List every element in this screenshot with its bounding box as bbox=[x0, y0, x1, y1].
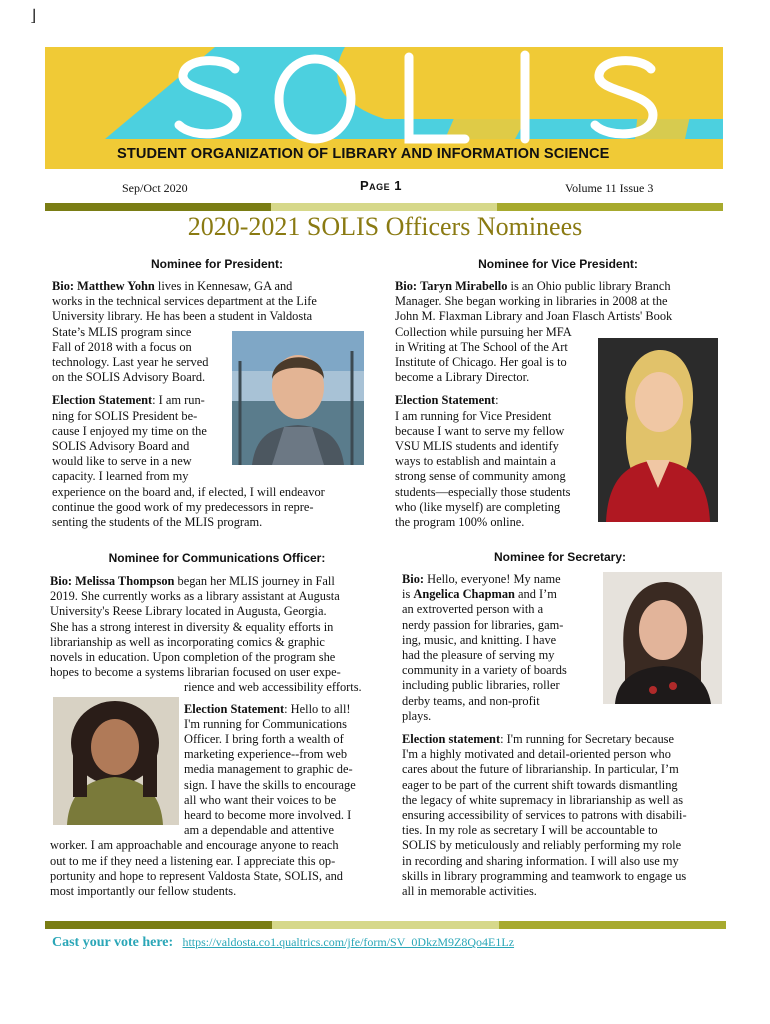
bottom-divider bbox=[45, 921, 726, 929]
communications-section: Bio: Melissa Thompson began her MLIS journey in Fall 2019. She currently works as a library assistant at Augusta University's Reese Library located in Augusta, Georgia. She has a strong interest in diversity & equality efforts in librarianship as well as incorporating comics & graphic novels in education. Upon completion of the program she hopes to become a systems librarian focused on user expe- rience and web accessibility efforts. Election Statement: Hello to all! I'm running for Communications Officer. I bring forth a wealth of marketing experience--from web media management to graphic de- sign. I have the skills to encourage all who want their voices to be heard to become more involved. I am a dependable and attentive worker. I am approachable and encourage anyone to reach out to me if they need a listening ear. I appreciate this op- portunity and hope to represent Valdosta State, SOLIS, and most importantly our fellow students. bbox=[50, 574, 362, 899]
president-section: Bio: Matthew Yohn lives in Kennesaw, GA and works in the technical services department at the Life University library. He has been a student in Valdosta State’s MLIS program since Fall of 2018 with a focus on technology. Last year he served on the SOLIS Advisory Board. Election Statement: I am run- ning for SOLIS President be- cause I enjoyed my time on the SOLIS Advisory Board and would like to serve in a new capacity. I learned from my experience on the board and, if elected, I will endeavor continue the good work of my predecessors in repre- senting the students of the MLIS program. bbox=[52, 279, 325, 530]
vice-president-heading: Nominee for Vice President: bbox=[478, 257, 638, 271]
communications-heading: Nominee for Communications Officer: bbox=[108, 551, 326, 565]
vote-label: Cast your vote here: bbox=[52, 935, 174, 950]
nominee-name: Angelica Chapman bbox=[413, 587, 515, 602]
bio-label: Bio: bbox=[50, 574, 73, 588]
bio-label: Bio: bbox=[402, 572, 425, 586]
vote-link[interactable]: https://valdosta.co1.qualtrics.com/jfe/form/SV_0DkzM9Z8Qo4E1Lz bbox=[182, 935, 515, 949]
issue-volume: Volume 11 Issue 3 bbox=[565, 181, 654, 195]
top-divider bbox=[45, 203, 723, 211]
bio-label: Bio: bbox=[52, 279, 75, 293]
corner-mark: ⌋ bbox=[30, 8, 37, 25]
nominee-name: Melissa Thompson bbox=[75, 574, 175, 588]
issue-date: Sep/Oct 2020 bbox=[122, 181, 188, 195]
masthead-banner bbox=[45, 47, 723, 169]
secretary-section: Bio: Hello, everyone! My name is Angelica Chapman and I’m an extroverted person with a nerdy passion for libraries, gam- ing, music, and knitting. I have had the pleasure of serving my community in a variety of boards including public libraries, roller derby teams, and non-profit plays. Election statement: I'm running for Secretary because I'm a highly motivated and detail-oriented person who cares about the future of librarianship. In particular, I’m eager to be part of the current shift towards dismantling the legacy of white supremacy in librarianship as well as ensuring accessibility of services to patrons with disabili- ties. In my role as secretary I will be accountable to SOLIS by meticulously and reliably performing my role in recording and sharing information. I will also use my skills in library programming and teamwork to engage us all in memorable activities. bbox=[402, 572, 687, 899]
vote-footer bbox=[52, 934, 514, 951]
nominee-name: Matthew Yohn bbox=[77, 279, 155, 293]
secretary-photo bbox=[603, 572, 722, 704]
page-number: Page 1 bbox=[360, 178, 403, 193]
solis-logo bbox=[165, 47, 705, 151]
nominee-name: Taryn Mirabello bbox=[420, 279, 508, 293]
vice-president-photo bbox=[598, 338, 718, 522]
communications-photo bbox=[53, 697, 179, 825]
statement-label: Election Statement bbox=[395, 393, 496, 408]
statement-label: Election Statement bbox=[184, 701, 285, 716]
vice-president-section: Bio: Taryn Mirabello is an Ohio public library Branch Manager. She began working in libraries in 2008 at the John M. Flaxman Library and Joan Flasch Artists' Book Collection while pursuing her MFA in Writing at The School of the Art Institute of Chicago. Her goal is to become a Library Director. Election Statement: I am running for Vice President because I want to serve my fellow VSU MLIS students and identify ways to establish and maintain a strong sense of community among students—especially those students who (like myself) are completing the program 100% online. bbox=[395, 279, 673, 530]
secretary-heading: Nominee for Secretary: bbox=[493, 550, 627, 564]
statement-label: Election Statement bbox=[52, 393, 153, 408]
president-heading: Nominee for President: bbox=[150, 257, 284, 271]
masthead-subtitle: STUDENT ORGANIZATION OF LIBRARY AND INFORMATION SCIENCE bbox=[117, 146, 610, 162]
bio-label: Bio: bbox=[395, 279, 418, 293]
president-photo bbox=[232, 331, 364, 465]
page-title: 2020-2021 SOLIS Officers Nominees bbox=[187, 212, 583, 241]
statement-label: Election statement bbox=[402, 732, 501, 747]
